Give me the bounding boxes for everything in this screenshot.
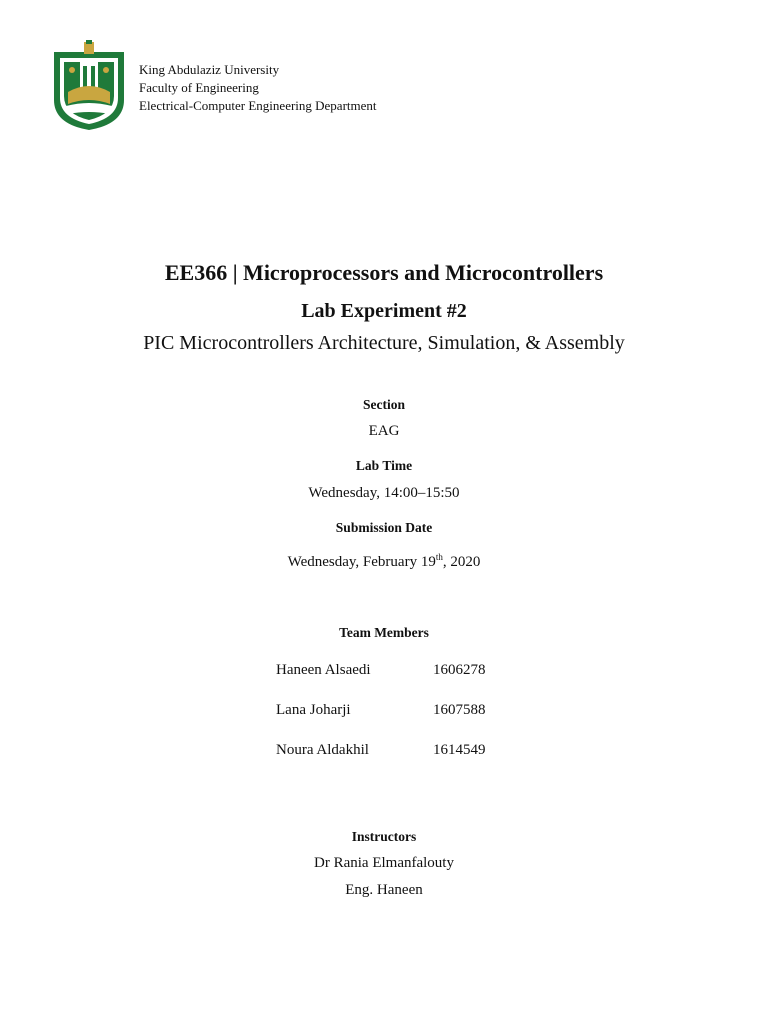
lab-subtitle: PIC Microcontrollers Architecture, Simulation, & Assembly <box>143 332 625 354</box>
instructors-label: Instructors <box>351 829 417 844</box>
submission-date-prefix: Wednesday, February 19 <box>287 554 436 570</box>
university-name: King Abdulaziz University <box>139 62 280 77</box>
member-name: Lana Joharji <box>276 702 351 718</box>
section-label: Section <box>363 397 405 412</box>
team-member-row <box>276 662 486 679</box>
team-member-row <box>276 702 486 719</box>
member-id: 1614549 <box>433 742 486 758</box>
section-value: EAG <box>368 423 400 439</box>
course-title: EE366 | Microprocessors and Microcontrollers <box>164 260 604 285</box>
team-member-row <box>276 742 486 759</box>
lab-time-label: Lab Time <box>355 458 413 473</box>
submission-date-label: Submission Date <box>335 520 433 535</box>
instructor-name: Dr Rania Elmanfalouty <box>314 855 454 871</box>
department-name: Electrical-Computer Engineering Department <box>139 98 377 113</box>
submission-date-suffix: , 2020 <box>442 554 481 570</box>
team-members-label: Team Members <box>339 625 429 640</box>
faculty-name: Faculty of Engineering <box>139 80 259 95</box>
submission-date-ordinal: th <box>435 552 443 562</box>
member-id: 1606278 <box>433 662 486 678</box>
lab-title: Lab Experiment #2 <box>301 300 467 322</box>
institution-header <box>139 61 377 115</box>
submission-date-value <box>0 554 768 571</box>
member-id: 1607588 <box>433 702 486 718</box>
instructor-name: Eng. Haneen <box>345 882 423 898</box>
university-logo-icon <box>50 40 128 132</box>
member-name: Haneen Alsaedi <box>276 662 371 678</box>
member-name: Noura Aldakhil <box>276 742 369 758</box>
lab-time-value: Wednesday, 14:00–15:50 <box>308 485 460 501</box>
